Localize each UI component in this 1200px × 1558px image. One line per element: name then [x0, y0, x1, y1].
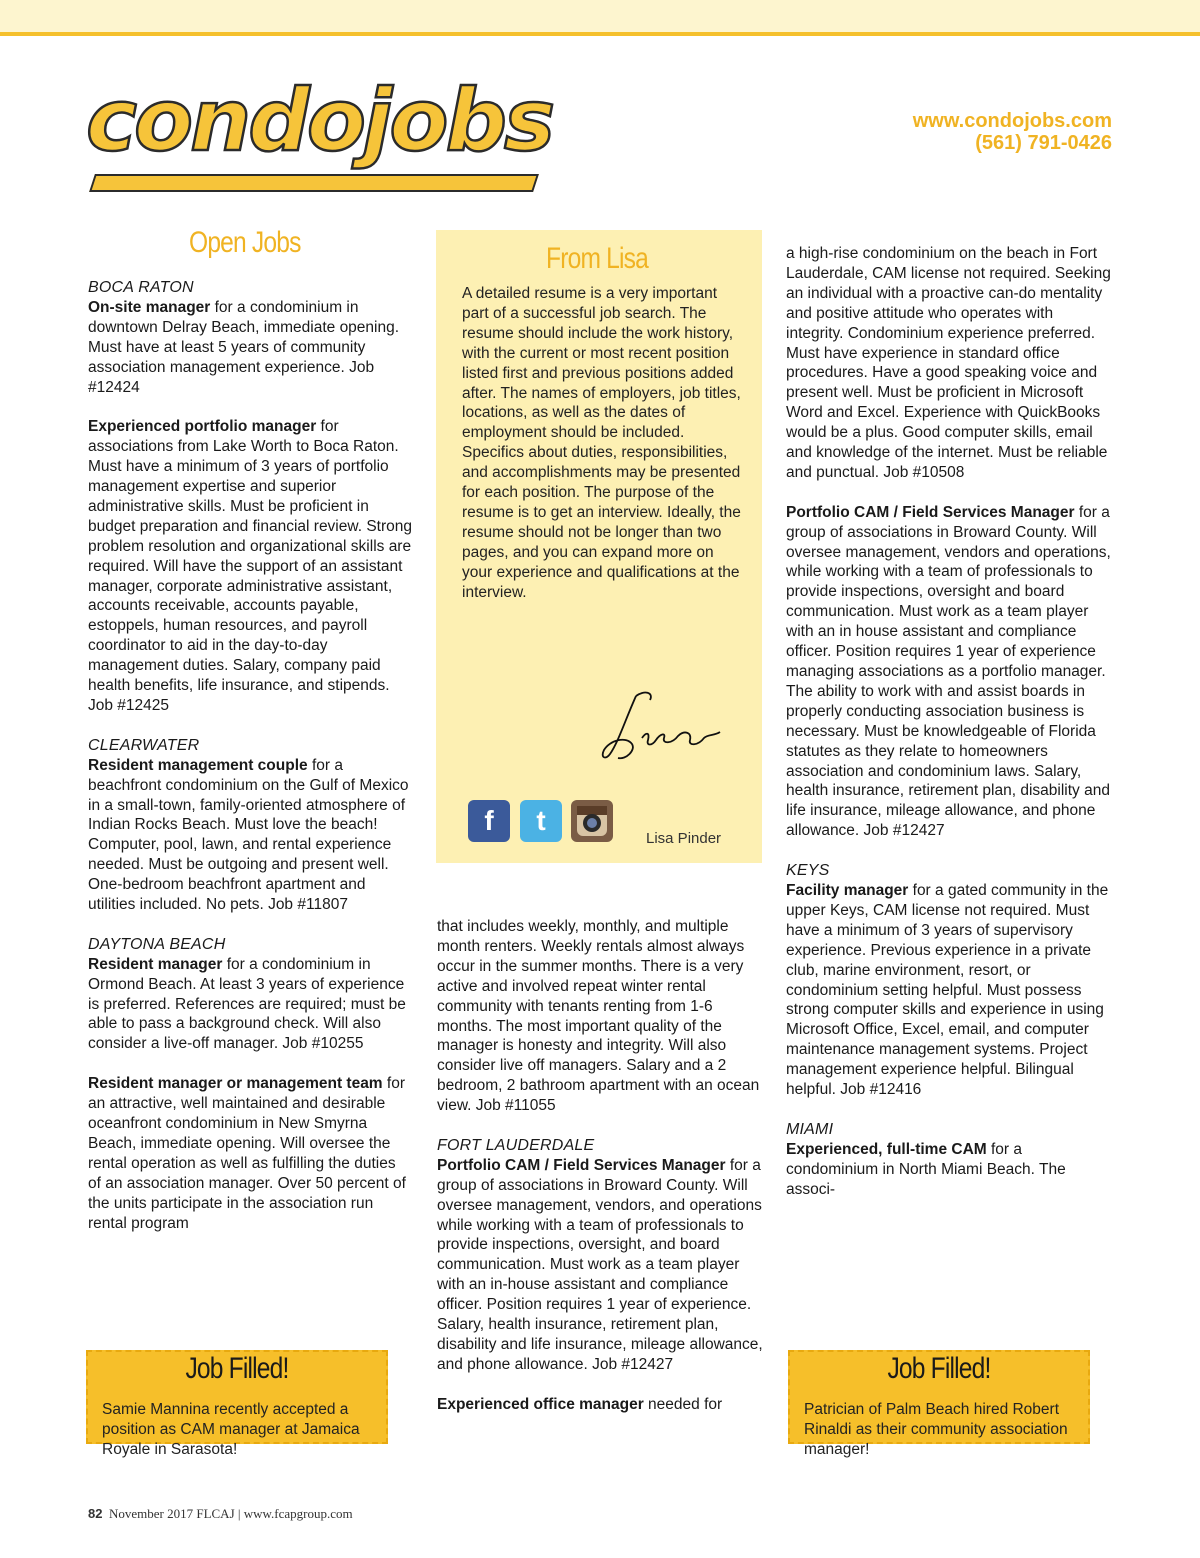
city-heading: KEYS	[786, 862, 830, 880]
job-listing	[437, 1156, 763, 1375]
job-filled-box-left	[86, 1350, 388, 1458]
camera-glyph	[571, 800, 613, 842]
job-listing	[88, 1074, 412, 1233]
city-heading: BOCA RATON	[88, 279, 194, 296]
job-title: On-site manager	[88, 298, 211, 316]
phone-number: (561) 791-0426	[975, 132, 1112, 154]
job-description: for a beachfront condominium on the Gulf of Mexico in a small-town, family-oriented atmosphere of Indian Rocks Beach. Must love the beach! Computer, pool, lawn, and rental experience needed. Must be outgoing and present well. One-bedroom beachfront apartment and utilities included. No pets. Job #11807	[88, 756, 409, 914]
footer-text: November 2017 FLCAJ | www.fcapgroup.com	[108, 1506, 353, 1521]
job-filled-text: Patrician of Palm Beach hired Robert Rinaldi as their community association manager!	[804, 1401, 1068, 1458]
job-description: for a group of associations in Broward County. Will oversee management, vendors and operations, while working with a team of professionals to provide inspections, oversight and board communication. Must work as a team player with an in house assistant and compliance officer. Position requires 1 year of experience managing associations as a portfolio manager. The ability to work with and assist boards in properly conducting association business is necessary. Must be knowledgeable of Florida statutes as they relate to homeowners association and condominium laws. Salary, health insurance, retirement plan, disability and life insurance, mileage allowance, and phone allowance. Job #12427	[786, 503, 1111, 840]
jobs-column-2	[437, 917, 763, 1415]
job-title: Facility manager	[786, 881, 909, 899]
job-description: for a condominium in Ormond Beach. At least 3 years of experience is preferred. References are required; must be able to pass a background check. Will also consider a live-off manager. Job #10255	[88, 955, 406, 1053]
job-listing	[437, 1395, 763, 1415]
from-lisa-box	[436, 230, 762, 863]
job-title: Resident management couple	[88, 756, 308, 774]
job-title: Experienced, full-time CAM	[786, 1140, 987, 1158]
top-rule	[0, 32, 1200, 36]
jobs-column-3	[786, 244, 1112, 1199]
website-link[interactable]: www.condojobs.com	[912, 110, 1112, 132]
job-description: a high-rise condominium on the beach in Fort Lauderdale, CAM license not required. Seeking an individual with a proactive can-do mentality and positive attitude who operates with integrity. Condominium experience preferred. Must have experience in standard office procedures. Have a good speaking voice and present well. Must be proficient in Microsoft Word and Excel. Experience with QuickBooks would be a plus. Good computer skills, email and knowledge of the internet. Must be reliable and punctual. Job #10508	[786, 245, 1111, 481]
job-filled-title: Job Filled!	[185, 1352, 289, 1385]
job-description: needed for	[643, 1395, 723, 1413]
from-lisa-title: From Lisa	[546, 242, 648, 275]
from-lisa-body: A detailed resume is a very important part of a successful job search. The resume should include the work history, with the current or most recent position listed first and previous positions added after. The names of employers, job titles, locations, as well as the dates of employment should be included. Specifics about duties, responsibilities, and accomplishments may be presented for each position. The purpose of the resume is to get an interview. Ideally, the resume should not be longer than two pages, and you can expand more on your experience and qualifications at the interview.	[462, 285, 741, 601]
job-title: Resident manager or management team	[88, 1075, 383, 1093]
job-description: for a condominium in downtown Delray Beach, immediate opening. Must have at least 5 years of community association management experience. Job #12424	[88, 298, 400, 396]
open-jobs-title: Open Jobs	[189, 226, 301, 259]
job-title: Resident manager	[88, 955, 223, 973]
job-listing	[88, 417, 412, 716]
job-description: that includes weekly, monthly, and multiple month renters. Weekly rentals almost always occur in the summer months. There is a very active and involved repeat winter rental community with tenants renting from 1-6 months. The most important quality of the manager is honesty and integrity. Will also consider live off managers. Salary and a 2 bedroom, 2 bathroom apartment with an ocean view. Job #11055	[437, 918, 760, 1115]
city-heading: MIAMI	[786, 1120, 834, 1138]
contact-info	[913, 110, 1112, 154]
lisa-signature	[596, 688, 736, 768]
job-title: Portfolio CAM / Field Services Manager	[437, 1156, 726, 1174]
job-listing	[437, 917, 763, 1116]
page-footer	[88, 1506, 353, 1522]
instagram-icon[interactable]	[571, 800, 613, 842]
job-title: Experienced office manager	[437, 1395, 644, 1413]
job-title: Portfolio CAM / Field Services Manager	[786, 503, 1075, 521]
job-listing	[786, 881, 1112, 1100]
job-listing	[786, 503, 1112, 841]
facebook-icon[interactable]: f	[468, 800, 510, 842]
lisa-name: Lisa Pinder	[646, 830, 722, 847]
logo-underline	[89, 174, 539, 192]
job-listing	[786, 244, 1112, 483]
job-description: for a condominium in North Miami Beach. The associ-	[786, 1140, 1066, 1198]
job-listing	[786, 1140, 1112, 1200]
job-description: for associations from Lake Worth to Boca Raton. Must have a minimum of 3 years of portfolio management expertise and superior administrative skills. Must be proficient in budget preparation and financial review. Strong problem resolution and organizational skills are required. Will have the support of an assistant manager, corporate administrative assistant, accounts receivable, accounts payable, estoppels, human resources, and payroll coordinator to aid in the day-to-day management duties. Salary, company paid health benefits, life insurance, and stipends. Job #12425	[88, 418, 412, 715]
job-description: for a gated community in the upper Keys, CAM license not required. Must have a minimum of 3 years of supervisory experience. Previous experience in a private club, marine environment, resort, or condominium setting helpful. Must possess strong computer skills and experience in using Microsoft Office, Excel, email, and computer maintenance management systems. Project management experience helpful. Bilingual helpful. Job #12416	[786, 881, 1109, 1099]
job-listing	[88, 955, 412, 1055]
twitter-icon[interactable]: t	[520, 800, 562, 842]
job-filled-text: Samie Mannina recently accepted a position as CAM manager at Jamaica Royale in Sarasota!	[102, 1401, 360, 1458]
logo-text: condojobs	[86, 71, 553, 171]
jobs-column-1	[88, 278, 412, 1233]
job-description: for an attractive, well maintained and desirable oceanfront condominium in New Smyrna Beach, immediate opening. Will oversee the rental operation as well as fulfilling the duties of an association manager. Over 50 percent of the units participate in the association run rental program	[88, 1075, 406, 1232]
page-number: 82	[88, 1506, 103, 1521]
job-filled-box-right	[788, 1350, 1090, 1458]
city-heading: FORT LAUDERDALE	[437, 1136, 595, 1154]
job-listing	[88, 298, 412, 398]
city-heading: CLEARWATER	[88, 736, 200, 754]
top-band	[0, 0, 1200, 32]
job-description: for a group of associations in Broward County. Will oversee management, vendors, and operations while working with a team of professionals to provide inspections, oversight, and board communication. Must work as a team player with an in-house assistant and compliance officer. Position requires 1 year of experience. Salary, health insurance, retirement plan, disability and life insurance, mileage allowance, and phone allowance. Job #12427	[437, 1156, 763, 1373]
job-title: Experienced portfolio manager	[88, 418, 317, 436]
city-heading: DAYTONA BEACH	[88, 935, 226, 953]
job-filled-title: Job Filled!	[887, 1352, 991, 1385]
job-listing	[88, 756, 412, 915]
condojobs-logo	[86, 71, 553, 198]
